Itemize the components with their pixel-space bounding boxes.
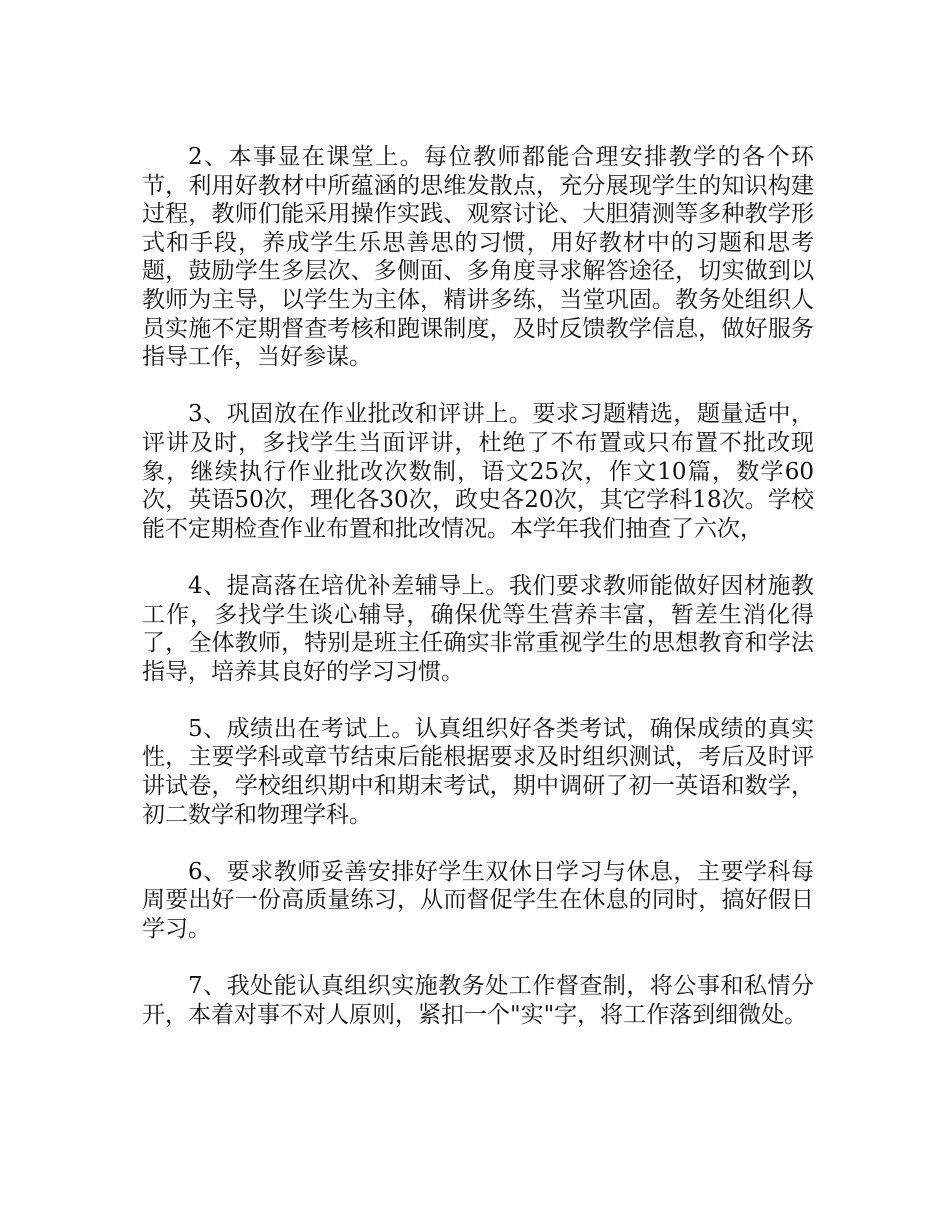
paragraph-item-4: 4、提高落在培优补差辅导上。我们要求教师能做好因材施教工作，多找学生谈心辅导，确保优等生营养丰富，暂差生消化得了，全体教师，特别是班主任确实非常重视学生的思想教育和学法指导，培养其良好的学习习惯。 xyxy=(142,572,814,685)
paragraph-item-3: 3、巩固放在作业批改和评讲上。要求习题精选，题量适中，评讲及时，多找学生当面评讲，杜绝了不布置或只布置不批改现象，继续执行作业批改次数制，语文25次，作文10篇，数学60次，英语50次，理化各30次，政史各20次，其它学科18次。学校能不定期检查作业布置和批改情况。本学年我们抽查了六次， xyxy=(142,401,814,542)
document-body xyxy=(142,143,814,1058)
paragraph-item-5: 5、成绩出在考试上。认真组织好各类考试，确保成绩的真实性，主要学科或章节结束后能根据要求及时组织测试，考后及时评讲试卷，学校组织期中和期末考试，期中调研了初一英语和数学，初二数学和物理学科。 xyxy=(142,715,814,828)
paragraph-item-2: 2、本事显在课堂上。每位教师都能合理安排教学的各个环节，利用好教材中所蕴涵的思维发散点，充分展现学生的知识构建过程，教师们能采用操作实践、观察讨论、大胆猜测等多种教学形式和手段，养成学生乐思善思的习惯，用好教材中的习题和思考题，鼓励学生多层次、多侧面、多角度寻求解答途径，切实做到以教师为主导，以学生为主体，精讲多练，当堂巩固。教务处组织人员实施不定期督查考核和跑课制度，及时反馈教学信息，做好服务指导工作，当好参谋。 xyxy=(142,144,814,371)
paragraph-item-6: 6、要求教师妥善安排好学生双休日学习与休息，主要学科每周要出好一份高质量练习，从而督促学生在休息的同时，搞好假日学习。 xyxy=(142,858,814,943)
paragraph-item-7: 7、我处能认真组织实施教务处工作督查制，将公事和私情分开，本着对事不对人原则，紧扣一个"实"字，将工作落到细微处。 xyxy=(142,973,814,1028)
